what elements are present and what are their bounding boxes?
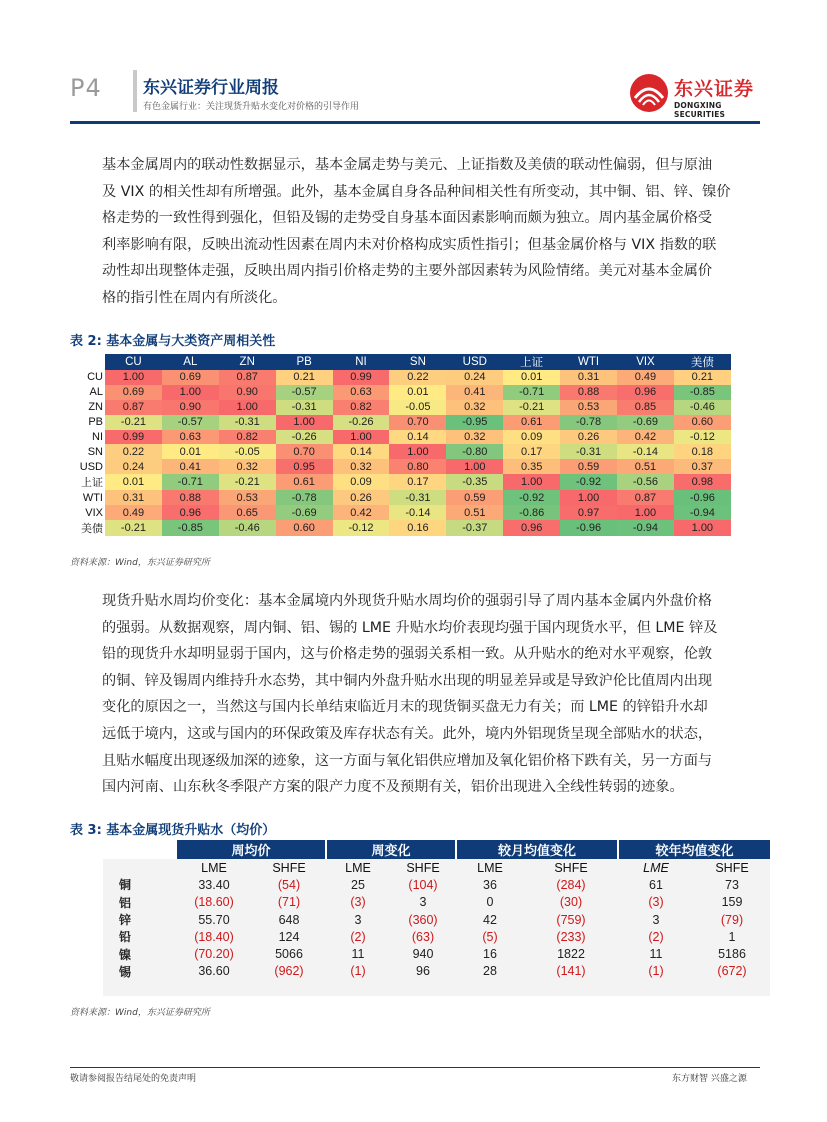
table3-title: 表 3: 基本金属现货升贴水（均价）	[70, 823, 276, 838]
correlation-cell: 0.49	[617, 370, 674, 385]
spread-cell: 36.60	[176, 963, 252, 980]
spread-cell: (104)	[390, 876, 456, 893]
page-number: P4	[70, 74, 102, 102]
correlation-cell: 0.01	[503, 370, 560, 385]
correlation-cell: 1.00	[503, 474, 560, 490]
spread-cell: 61	[618, 876, 694, 893]
correlation-cell: 1.00	[105, 370, 162, 385]
correlation-cell: 0.96	[162, 505, 219, 520]
spread-cell: (18.40)	[176, 928, 252, 945]
correlation-cell: -0.05	[219, 444, 276, 459]
table3-source: 资料来源：Wind，东兴证券研究所	[70, 1008, 210, 1018]
paragraph-line: 利率影响有限，反映出流动性因素在周内未对价格构成实质性指引；但基金属价格与 VIX 指数的联	[102, 236, 717, 253]
column-header: 上证	[503, 354, 560, 370]
table2-title: 表 2: 基本金属与大类资产周相关性	[70, 334, 276, 349]
correlation-cell: 0.65	[219, 505, 276, 520]
paragraph-line: 现货升贴水周均价变化：基本金属境内外现货升贴水周均价的强弱引导了周内基本金属内外盘价格	[102, 593, 713, 609]
company-logo	[630, 70, 760, 119]
sub-header: LME	[456, 859, 524, 876]
spread-cell: (54)	[252, 876, 326, 893]
correlation-cell: -0.94	[617, 520, 674, 536]
spread-cell: (3)	[618, 894, 694, 911]
spread-cell: 42	[456, 911, 524, 928]
correlation-cell: 0.69	[105, 385, 162, 400]
paragraph-line: 的铜、锌及锡周内维持升水态势，其中铜内外盘升贴水出现的明显差异或是导致沪伦比值周内出现	[102, 672, 713, 689]
table-padding	[103, 980, 770, 996]
correlation-cell: 0.87	[617, 490, 674, 505]
correlation-cell: 1.00	[617, 505, 674, 520]
paragraph-line: 变化的原因之一，当然这与国内长单结束临近月末的现货铜买盘无力有关；而 LME 的锌铅升水却	[102, 699, 708, 716]
table-row	[70, 415, 731, 430]
correlation-cell: 0.87	[105, 400, 162, 415]
correlation-cell: 0.32	[219, 459, 276, 474]
table-row	[103, 911, 770, 928]
table-row	[103, 963, 770, 980]
correlation-cell: -0.31	[389, 490, 446, 505]
correlation-cell: 1.00	[219, 400, 276, 415]
correlation-cell: 1.00	[560, 490, 617, 505]
correlation-cell: -0.78	[276, 490, 333, 505]
spread-cell: 11	[618, 945, 694, 962]
column-header: ZN	[219, 354, 276, 370]
spread-cell: (759)	[524, 911, 618, 928]
table-row	[70, 459, 731, 474]
correlation-cell: -0.26	[276, 430, 333, 445]
correlation-cell: 0.63	[162, 430, 219, 445]
correlation-cell: 1.00	[389, 444, 446, 459]
spread-cell: 5186	[694, 945, 770, 962]
paragraph-line: 且贴水幅度出现逐级加深的迹象，这一方面与氧化铝供应增加及氧化铝价格下跌有关，另一方面与	[102, 752, 713, 769]
correlation-cell: 0.61	[276, 474, 333, 490]
correlation-cell: 0.41	[162, 459, 219, 474]
spread-cell: (30)	[524, 894, 618, 911]
row-label: PB	[88, 416, 103, 429]
spread-cell: (284)	[524, 876, 618, 893]
correlation-cell: 0.01	[105, 474, 162, 490]
correlation-cell: -0.85	[674, 385, 731, 400]
correlation-cell: -0.57	[276, 385, 333, 400]
sub-header: LME	[176, 859, 252, 876]
column-header: AL	[162, 354, 219, 370]
sub-header: SHFE	[524, 859, 618, 876]
spread-cell: 16	[456, 945, 524, 962]
correlation-cell: 0.32	[446, 400, 503, 415]
spread-cell: (71)	[252, 894, 326, 911]
correlation-cell: 0.16	[389, 520, 446, 536]
correlation-cell: -0.85	[162, 520, 219, 536]
table-row	[70, 385, 731, 400]
correlation-cell: 0.17	[503, 444, 560, 459]
correlation-cell: -0.92	[503, 490, 560, 505]
correlation-cell: 0.49	[105, 505, 162, 520]
spread-cell: (5)	[456, 928, 524, 945]
sub-header: SHFE	[390, 859, 456, 876]
spread-cell: (672)	[694, 963, 770, 980]
table-padding-row	[103, 980, 770, 996]
group-header: 较年均值变化	[618, 840, 770, 859]
correlation-cell: 0.21	[674, 370, 731, 385]
table-row	[70, 490, 731, 505]
correlation-cell: -0.96	[560, 520, 617, 536]
correlation-cell: 0.09	[333, 474, 390, 490]
correlation-cell: 1.00	[674, 520, 731, 536]
table-row	[70, 400, 731, 415]
spread-cell: 36	[456, 876, 524, 893]
column-header: NI	[333, 354, 390, 370]
sub-header: LME	[326, 859, 390, 876]
correlation-cell: -0.31	[560, 444, 617, 459]
correlation-cell: -0.37	[446, 520, 503, 536]
correlation-cell: 0.63	[333, 385, 390, 400]
spread-cell: 159	[694, 894, 770, 911]
group-header: 周变化	[326, 840, 456, 859]
paragraph-line: 格的指引性在周内有所淡化。	[102, 289, 287, 306]
paragraph-line: 的强弱。从数据观察，周内铜、铝、锡的 LME 升贴水均价表现均强于国内现货水平，但 LME 锌及	[102, 619, 718, 636]
correlation-cell: -0.46	[219, 520, 276, 536]
paragraph-line: 基本金属周内的联动性数据显示，基本金属走势与美元、上证指数及美债的联动性偏弱，但与原油	[102, 157, 713, 173]
column-header: SN	[389, 354, 446, 370]
sub-header: SHFE	[252, 859, 326, 876]
correlation-cell: -0.96	[674, 490, 731, 505]
correlation-cell: -0.56	[617, 474, 674, 490]
spread-cell: 3	[390, 894, 456, 911]
correlation-cell: 0.42	[617, 430, 674, 445]
spread-cell: (962)	[252, 963, 326, 980]
correlation-cell: 0.21	[276, 370, 333, 385]
correlation-cell: 1.00	[162, 385, 219, 400]
footer-rule	[70, 1067, 760, 1068]
correlation-table	[70, 354, 731, 536]
column-header: CU	[105, 354, 162, 370]
correlation-cell: 0.17	[389, 474, 446, 490]
spread-cell: (233)	[524, 928, 618, 945]
correlation-cell: -0.14	[389, 505, 446, 520]
report-subtitle: 有色金属行业：关注现货升贴水变化对价格的引导作用	[143, 102, 360, 112]
correlation-cell: 0.82	[219, 430, 276, 445]
correlation-cell: 0.59	[446, 490, 503, 505]
column-header: PB	[276, 354, 333, 370]
spread-cell: 11	[326, 945, 390, 962]
correlation-cell: 0.96	[617, 385, 674, 400]
correlation-cell: -0.92	[560, 474, 617, 490]
spread-cell: 124	[252, 928, 326, 945]
logo-mark-icon	[630, 74, 668, 112]
correlation-cell: -0.31	[219, 415, 276, 430]
correlation-cell: 0.87	[219, 370, 276, 385]
correlation-cell: -0.05	[389, 400, 446, 415]
correlation-cell: 0.88	[560, 385, 617, 400]
correlation-cell: -0.95	[446, 415, 503, 430]
spread-cell: (2)	[618, 928, 694, 945]
row-label: VIX	[85, 506, 103, 519]
correlation-cell: -0.69	[276, 505, 333, 520]
paragraph-spread	[102, 588, 762, 801]
correlation-cell: 0.51	[446, 505, 503, 520]
correlation-cell: -0.12	[674, 430, 731, 445]
table-row	[103, 945, 770, 962]
sub-header: LME	[618, 859, 694, 876]
paragraph-line: 动性却出现整体走强，反映出周内指引价格走势的主要外部因素转为风险情绪。美元对基本金属价	[102, 263, 713, 280]
paragraph-line: 远低于境内，这或与国内的环保政策及库存状态有关。此外，境内外铝现货呈现全部贴水的状态，	[102, 725, 713, 742]
metal-label: 锡	[103, 963, 176, 980]
column-header: WTI	[560, 354, 617, 370]
correlation-cell: 0.80	[389, 459, 446, 474]
spread-cell: (1)	[326, 963, 390, 980]
logo-text-en: DONGXING SECURITIES	[674, 101, 726, 119]
spread-cell: 940	[390, 945, 456, 962]
table-row	[70, 444, 731, 459]
paragraph-line: 格走势的一致性得到强化，但铅及锡的走势受自身基本面因素影响而颇为独立。周内基金属价格受	[102, 210, 713, 227]
corner-cell	[70, 354, 105, 370]
correlation-cell: -0.14	[617, 444, 674, 459]
row-label: USD	[79, 460, 103, 473]
table2-source: 资料来源：Wind，东兴证券研究所	[70, 558, 210, 568]
sub-header: SHFE	[694, 859, 770, 876]
spread-cell: 33.40	[176, 876, 252, 893]
table-row	[70, 520, 731, 536]
spread-cell: (141)	[524, 963, 618, 980]
table-row	[103, 876, 770, 893]
correlation-cell: 0.24	[105, 459, 162, 474]
spread-cell: 1	[694, 928, 770, 945]
correlation-cell: 0.01	[389, 385, 446, 400]
spread-cell: 96	[390, 963, 456, 980]
correlation-cell: 1.00	[333, 430, 390, 445]
correlation-cell: 0.14	[389, 430, 446, 445]
correlation-cell: 0.18	[674, 444, 731, 459]
row-label: AL	[89, 386, 103, 399]
correlation-cell: -0.21	[105, 415, 162, 430]
correlation-cell: 0.26	[560, 430, 617, 445]
table-row	[70, 474, 731, 490]
row-label: SN	[87, 445, 103, 458]
correlation-cell: 0.53	[560, 400, 617, 415]
row-label: CU	[87, 371, 103, 384]
table-row	[103, 894, 770, 911]
spread-cell: 55.70	[176, 911, 252, 928]
correlation-cell: -0.78	[560, 415, 617, 430]
spread-cell: 3	[326, 911, 390, 928]
correlation-cell: 0.60	[276, 520, 333, 536]
spread-cell: 3	[618, 911, 694, 928]
row-label: 美债	[81, 523, 103, 536]
spread-table	[103, 840, 770, 996]
metal-label: 铝	[103, 894, 176, 911]
group-header: 周均价	[176, 840, 326, 859]
correlation-cell: 0.42	[333, 505, 390, 520]
correlation-cell: 0.35	[503, 459, 560, 474]
header-rule	[70, 121, 760, 124]
correlation-cell: -0.71	[503, 385, 560, 400]
paragraph-line: 国内河南、山东秋冬季限产方案的限产力度不及预期有关，铝价出现进入全线性转弱的迹象。	[102, 779, 684, 796]
paragraph-line: 铅的现货升水却明显弱于国内，这与价格走势的强弱关系相一致。从升贴水的绝对水平观察，伦敦	[102, 646, 713, 663]
correlation-cell: 0.95	[276, 459, 333, 474]
correlation-cell: 0.85	[617, 400, 674, 415]
correlation-cell: 0.60	[674, 415, 731, 430]
spread-cell: 0	[456, 894, 524, 911]
column-header: VIX	[617, 354, 674, 370]
correlation-cell: -0.57	[162, 415, 219, 430]
spread-cell: (79)	[694, 911, 770, 928]
spread-cell: (63)	[390, 928, 456, 945]
correlation-cell: 0.53	[219, 490, 276, 505]
row-label: NI	[92, 431, 103, 443]
correlation-cell: -0.12	[333, 520, 390, 536]
correlation-cell: -0.35	[446, 474, 503, 490]
row-label: WTI	[82, 491, 103, 504]
spread-cell: (18.60)	[176, 894, 252, 911]
correlation-cell: -0.21	[105, 520, 162, 536]
correlation-cell: 0.98	[674, 474, 731, 490]
table-row	[103, 928, 770, 945]
correlation-cell: 0.82	[333, 400, 390, 415]
correlation-cell: -0.31	[276, 400, 333, 415]
correlation-cell: -0.94	[674, 505, 731, 520]
correlation-cell: 0.22	[105, 444, 162, 459]
metal-label: 铜	[103, 876, 176, 893]
paragraph-correlation	[102, 152, 762, 312]
correlation-cell: 0.14	[333, 444, 390, 459]
spread-cell: 25	[326, 876, 390, 893]
column-header: USD	[446, 354, 503, 370]
spread-cell: (3)	[326, 894, 390, 911]
corner-cell	[103, 840, 176, 859]
correlation-cell: -0.21	[219, 474, 276, 490]
correlation-cell: -0.46	[674, 400, 731, 415]
spread-cell: (2)	[326, 928, 390, 945]
footer-disclaimer: 敬请参阅报告结尾处的免责声明	[70, 1074, 197, 1084]
correlation-cell: 0.97	[560, 505, 617, 520]
correlation-cell: 1.00	[446, 459, 503, 474]
correlation-cell: 0.22	[389, 370, 446, 385]
spread-cell: (70.20)	[176, 945, 252, 962]
correlation-cell: 0.96	[503, 520, 560, 536]
header-divider	[133, 70, 137, 112]
correlation-cell: 0.59	[560, 459, 617, 474]
correlation-cell: 0.41	[446, 385, 503, 400]
correlation-cell: 0.99	[333, 370, 390, 385]
table-row	[70, 370, 731, 385]
spread-cell: 5066	[252, 945, 326, 962]
correlation-cell: 0.31	[105, 490, 162, 505]
correlation-cell: -0.26	[333, 415, 390, 430]
correlation-cell: -0.86	[503, 505, 560, 520]
corner-cell	[103, 859, 176, 876]
row-label: 上证	[81, 477, 103, 490]
correlation-cell: 0.99	[105, 430, 162, 445]
correlation-cell: 0.88	[162, 490, 219, 505]
correlation-cell: 0.69	[162, 370, 219, 385]
correlation-cell: 0.37	[674, 459, 731, 474]
correlation-cell: 0.32	[446, 430, 503, 445]
metal-label: 镍	[103, 945, 176, 962]
correlation-cell: -0.69	[617, 415, 674, 430]
metal-label: 铅	[103, 928, 176, 945]
correlation-cell: 0.31	[560, 370, 617, 385]
correlation-cell: -0.71	[162, 474, 219, 490]
correlation-cell: 0.61	[503, 415, 560, 430]
spread-cell: 28	[456, 963, 524, 980]
correlation-cell: 1.00	[276, 415, 333, 430]
correlation-cell: 0.09	[503, 430, 560, 445]
correlation-cell: -0.80	[446, 444, 503, 459]
correlation-cell: 0.70	[389, 415, 446, 430]
correlation-cell: 0.26	[333, 490, 390, 505]
correlation-cell: 0.51	[617, 459, 674, 474]
report-title: 东兴证券行业周报	[143, 78, 279, 98]
row-label: ZN	[88, 401, 103, 414]
spread-cell: 648	[252, 911, 326, 928]
group-header: 较月均值变化	[456, 840, 618, 859]
spread-cell: 73	[694, 876, 770, 893]
table-row	[70, 430, 731, 445]
correlation-cell: 0.24	[446, 370, 503, 385]
metal-label: 锌	[103, 911, 176, 928]
spread-cell: (1)	[618, 963, 694, 980]
spread-cell: 1822	[524, 945, 618, 962]
correlation-cell: 0.90	[219, 385, 276, 400]
correlation-cell: -0.21	[503, 400, 560, 415]
table-row	[70, 505, 731, 520]
correlation-cell: 0.32	[333, 459, 390, 474]
footer-slogan: 东方财智 兴盛之源	[672, 1074, 747, 1084]
correlation-cell: 0.70	[276, 444, 333, 459]
spread-cell: (360)	[390, 911, 456, 928]
correlation-cell: 0.01	[162, 444, 219, 459]
logo-text-cn: 东兴证券	[674, 78, 755, 100]
correlation-cell: 0.90	[162, 400, 219, 415]
column-header: 美债	[674, 354, 731, 370]
paragraph-line: 及 VIX 的相关性却有所增强。此外，基本金属自身各品种间相关性有所变动，其中铜、铝、锌、镍价	[102, 183, 731, 200]
